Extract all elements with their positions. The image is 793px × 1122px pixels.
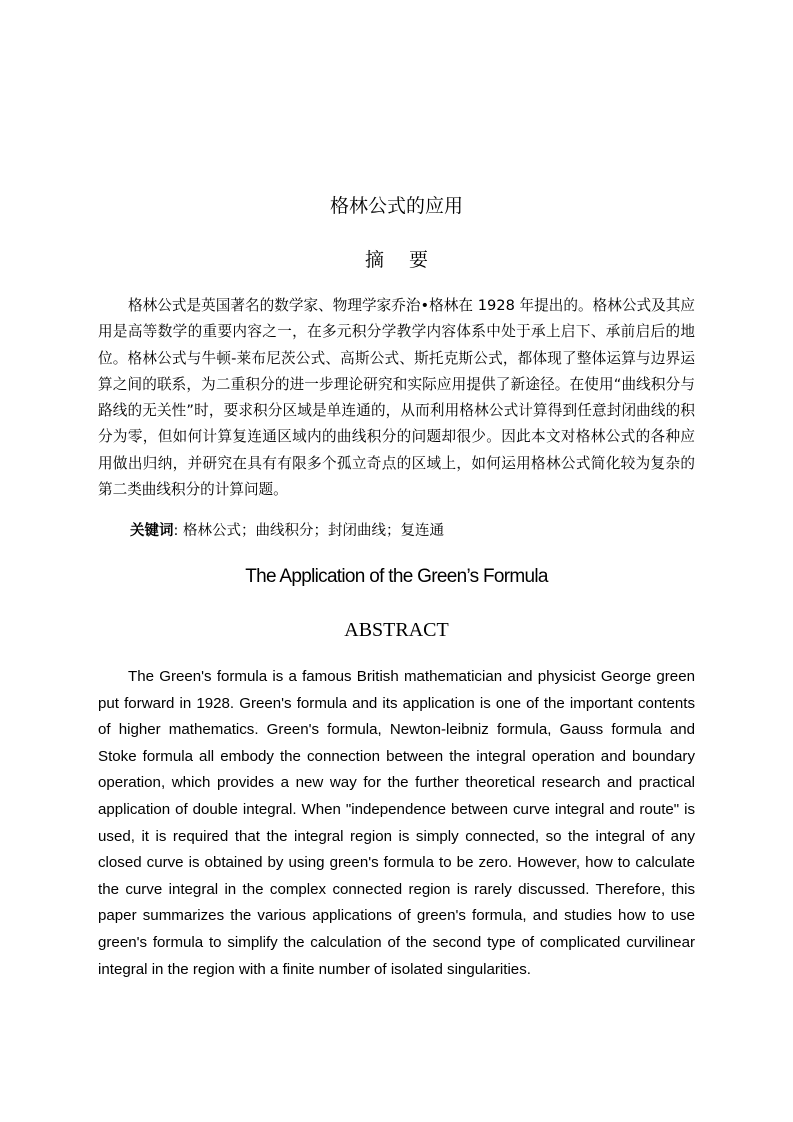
- keywords-label: 关键词: [130, 523, 174, 539]
- keywords-list: 格林公式；曲线积分；封闭曲线；复连通: [183, 523, 444, 539]
- keywords-separator: :: [173, 523, 183, 539]
- chinese-abstract-heading: 摘要: [364, 249, 453, 271]
- chinese-abstract-body: 格林公式是英国著名的数学家、物理学家乔治•格林在 1928 年提出的。格林公式及其应用是高等数学的重要内容之一，在多元积分学教学内容体系中处于承上启下、承前启后的地位。格林公式与牛顿-莱布尼茨公式、高斯公式、斯托克斯公式，都体现了整体运算与边界运算之间的联系，为二重积分的进一步理论研究和实际应用提供了新途径。在使用“曲线积分与路线的无关性”时，要求积分区域是单连通的，从而利用格林公式计算得到任意封闭曲线的积分为零，但如何计算复连通区域内的曲线积分的问题却很少。因此本文对格林公式的各种应用做出归纳，并研究在具有有限多个孤立奇点的区域上，如何运用格林公式简化较为复杂的第二类曲线积分的计算问题。: [98, 297, 695, 499]
- chinese-keywords-line: [130, 518, 690, 544]
- english-abstract-body: The Green's formula is a famous British mathematician and physicist George green put forward in 1928. Green's formula and its application is one of the important contents of higher mathematics. Green's formula, Newton-leibniz formula, Gauss formula and Stoke formula all embody the connection between the integral operation and boundary operation, which provides a new way for the further theoretical research and practical application of double integral. When "independence between curve integral and route" is used, it is required that the integral region is simply connected, so the integral of any closed curve is obtained by using green's formula to be zero. However, how to calculate the curve integral in the complex connected region is rarely discussed. Therefore, this paper summarizes the various applications of green's formula, and studies how to use green's formula to simplify the calculation of the second type of complicated curvilinear integral in the region with a finite number of isolated singularities.: [98, 668, 695, 978]
- english-title: The Application of the Green’s Formula: [245, 566, 548, 587]
- english-abstract-heading: ABSTRACT: [344, 619, 449, 641]
- chinese-title: 格林公式的应用: [329, 195, 463, 217]
